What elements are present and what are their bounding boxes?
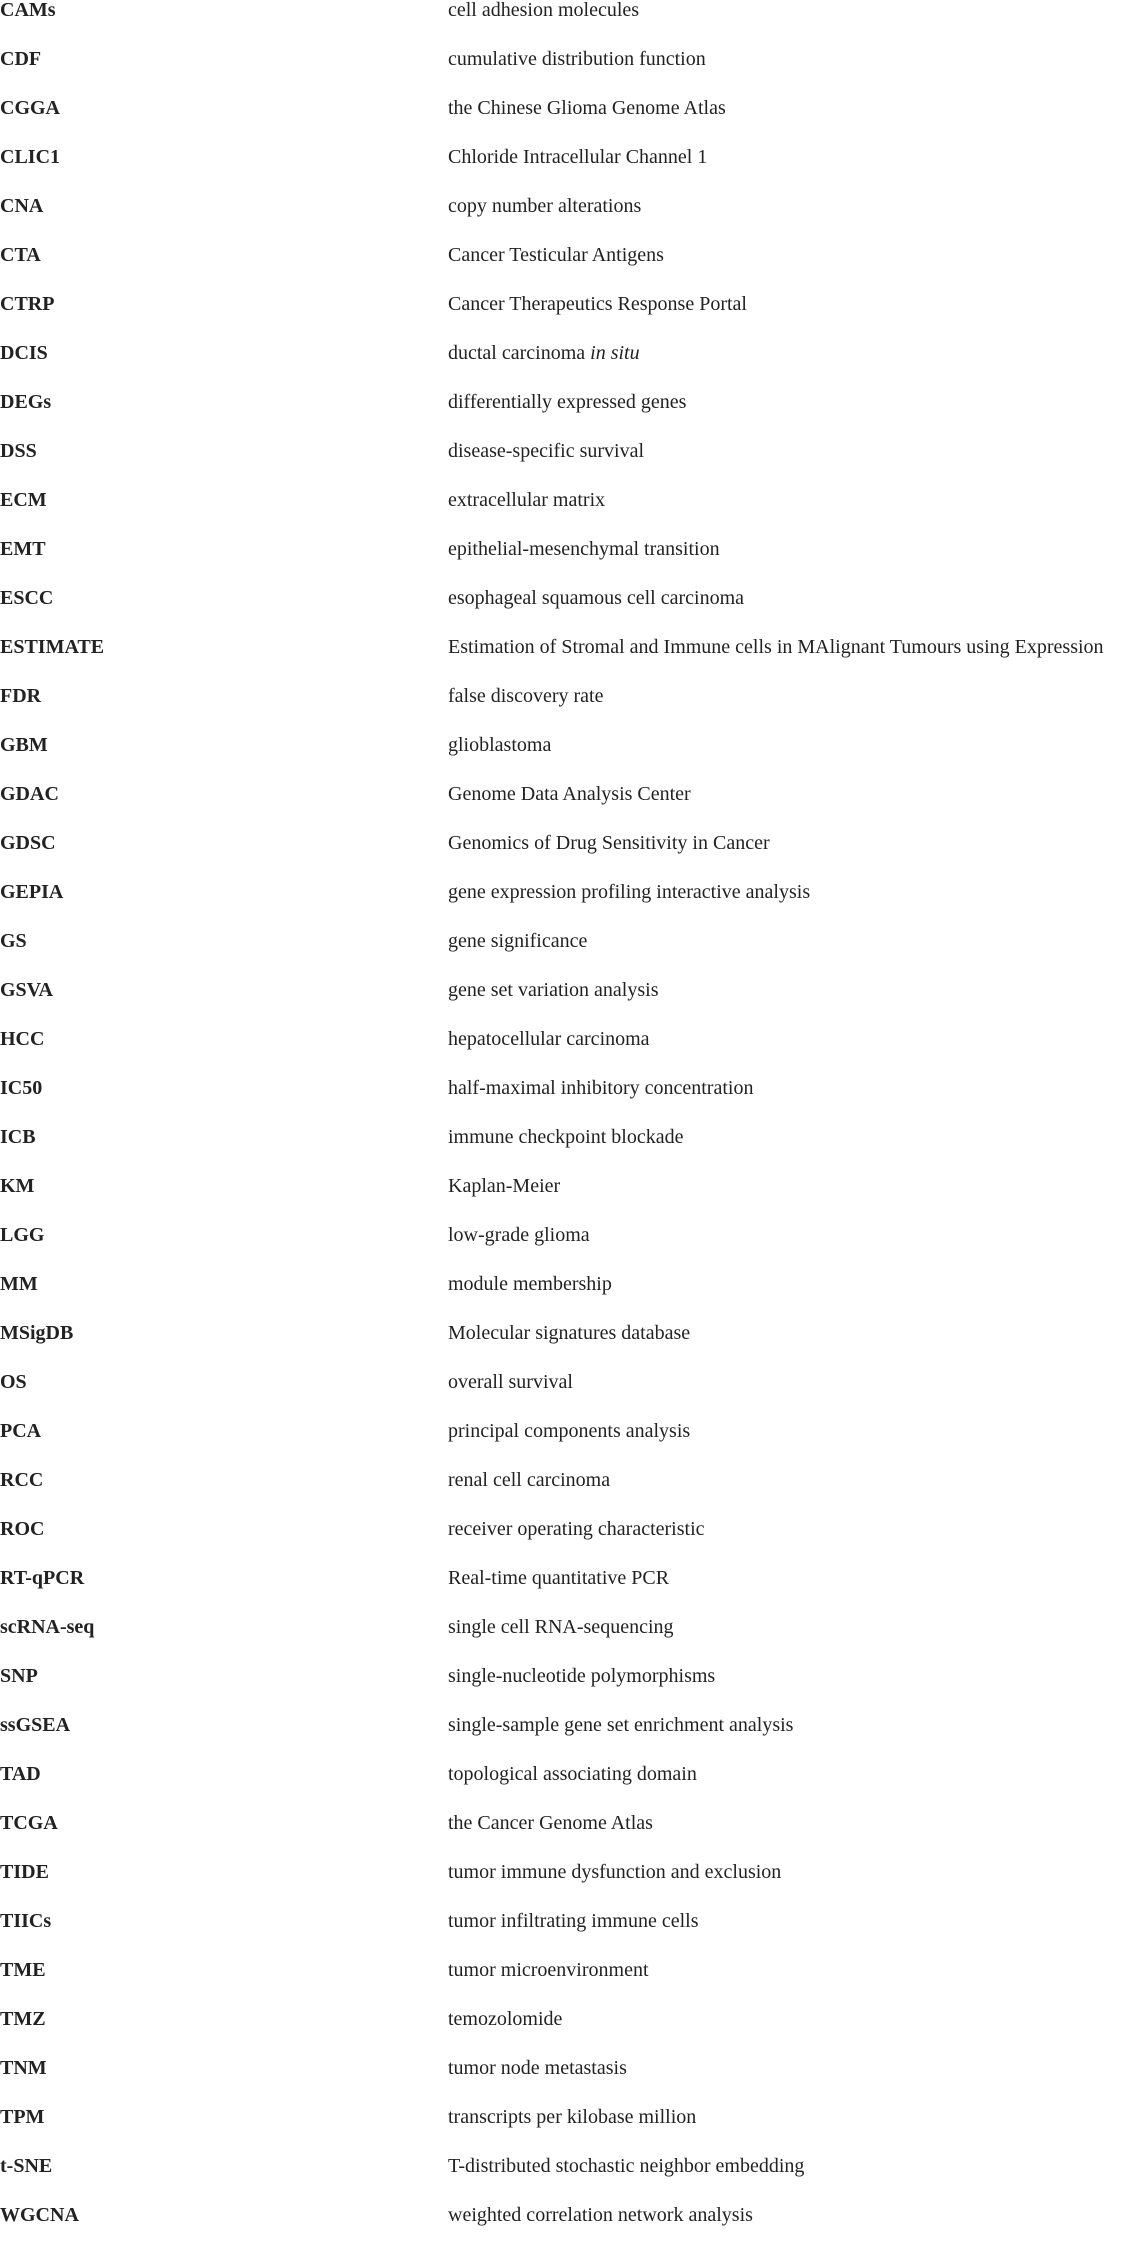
abbreviation-definition — [448, 1513, 1145, 1545]
abbreviation-row — [0, 2199, 1145, 2248]
abbreviation-term: PCA — [0, 1420, 42, 1442]
abbreviation-term: IC50 — [0, 1077, 43, 1099]
abbreviation-term: LGG — [0, 1224, 45, 1246]
abbreviation-term: DSS — [0, 440, 37, 462]
abbreviation-row — [0, 827, 1145, 876]
abbreviation-definition-text: module membership — [448, 1273, 612, 1295]
abbreviation-row — [0, 925, 1145, 974]
abbreviation-definition-text: tumor microenvironment — [448, 1959, 649, 1981]
abbreviation-definition — [448, 1807, 1145, 1839]
abbreviation-term: TIDE — [0, 1861, 49, 1883]
abbreviation-row — [0, 1121, 1145, 1170]
abbreviation-term: TIICs — [0, 1910, 52, 1932]
abbreviation-term: CTA — [0, 244, 41, 266]
abbreviation-definition — [448, 0, 1145, 26]
abbreviation-row — [0, 43, 1145, 92]
abbreviation-definition-text: hepatocellular carcinoma — [448, 1028, 650, 1050]
abbreviation-term: t-SNE — [0, 2155, 53, 2177]
abbreviation-row — [0, 2003, 1145, 2052]
abbreviation-term: SNP — [0, 1665, 38, 1687]
abbreviation-term: ssGSEA — [0, 1714, 71, 1736]
abbreviation-definition — [448, 386, 1145, 418]
abbreviation-row — [0, 876, 1145, 925]
abbreviation-row — [0, 141, 1145, 190]
abbreviation-definition-text: receiver operating characteristic — [448, 1518, 705, 1540]
abbreviation-term: GBM — [0, 734, 48, 756]
abbreviation-definition — [448, 2052, 1145, 2084]
abbreviation-row — [0, 1415, 1145, 1464]
abbreviation-term: MM — [0, 1273, 38, 1295]
abbreviation-term: EMT — [0, 538, 46, 560]
abbreviation-definition-text: Real-time quantitative PCR — [448, 1567, 670, 1589]
abbreviation-definition-text: Cancer Therapeutics Response Portal — [448, 293, 747, 315]
abbreviation-term: TNM — [0, 2057, 47, 2079]
abbreviation-term: GSVA — [0, 979, 53, 1001]
abbreviation-row — [0, 582, 1145, 631]
abbreviation-definition — [448, 729, 1145, 761]
abbreviation-row — [0, 1366, 1145, 1415]
abbreviation-definition-text: overall survival — [448, 1371, 573, 1393]
abbreviation-definition-text: Genome Data Analysis Center — [448, 783, 691, 805]
abbreviation-definition-text: topological associating domain — [448, 1763, 697, 1785]
abbreviation-definition — [448, 484, 1145, 516]
abbreviation-row — [0, 2052, 1145, 2101]
abbreviation-definition-text: tumor immune dysfunction and exclusion — [448, 1861, 782, 1883]
abbreviation-definition-text: transcripts per kilobase million — [448, 2106, 697, 2128]
abbreviation-definition — [448, 1905, 1145, 1937]
abbreviation-term: DCIS — [0, 342, 48, 364]
abbreviation-definition — [448, 1170, 1145, 1202]
abbreviation-definition-text: weighted correlation network analysis — [448, 2204, 753, 2226]
abbreviation-term: ESCC — [0, 587, 54, 609]
abbreviation-row — [0, 1562, 1145, 1611]
abbreviation-term: MSigDB — [0, 1322, 74, 1344]
abbreviation-definition — [448, 1611, 1145, 1643]
abbreviation-term: ICB — [0, 1126, 36, 1148]
abbreviation-definition — [448, 631, 1145, 663]
abbreviation-definition — [448, 827, 1145, 859]
abbreviation-definition-text: Estimation of Stromal and Immune cells in MAlignant Tumours using Expression — [448, 636, 1104, 658]
abbreviation-term: RCC — [0, 1469, 44, 1491]
abbreviation-definition-text: gene significance — [448, 930, 588, 952]
abbreviation-term: CGGA — [0, 97, 60, 119]
abbreviation-row — [0, 435, 1145, 484]
abbreviation-definition — [448, 1317, 1145, 1349]
abbreviation-definition — [448, 288, 1145, 320]
abbreviation-term: TCGA — [0, 1812, 58, 1834]
abbreviation-definition-text: principal components analysis — [448, 1420, 691, 1442]
abbreviation-row — [0, 1023, 1145, 1072]
abbreviation-row — [0, 1464, 1145, 1513]
abbreviation-row — [0, 1954, 1145, 2003]
abbreviation-definition-text: the Chinese Glioma Genome Atlas — [448, 97, 726, 119]
abbreviation-definition-italic: in situ — [590, 342, 640, 364]
abbreviation-definition-text: cumulative distribution function — [448, 48, 706, 70]
abbreviation-term: ROC — [0, 1518, 45, 1540]
abbreviation-row — [0, 484, 1145, 533]
abbreviation-row — [0, 386, 1145, 435]
abbreviation-definition-text: glioblastoma — [448, 734, 552, 756]
abbreviation-row — [0, 239, 1145, 288]
abbreviation-row — [0, 1170, 1145, 1219]
abbreviation-definition — [448, 1562, 1145, 1594]
abbreviation-term: GDSC — [0, 832, 56, 854]
abbreviation-term: GEPIA — [0, 881, 64, 903]
abbreviation-definition-text: Genomics of Drug Sensitivity in Cancer — [448, 832, 770, 854]
abbreviation-definition — [448, 1268, 1145, 1300]
abbreviation-definition — [448, 1023, 1145, 1055]
abbreviation-definition-text: renal cell carcinoma — [448, 1469, 611, 1491]
abbreviation-definition — [448, 1415, 1145, 1447]
abbreviation-definition — [448, 2003, 1145, 2035]
abbreviation-definition — [448, 43, 1145, 75]
abbreviation-definition-text: single-nucleotide polymorphisms — [448, 1665, 716, 1687]
abbreviation-definition-text: Cancer Testicular Antigens — [448, 244, 664, 266]
abbreviation-term: FDR — [0, 685, 42, 707]
abbreviation-definition — [448, 435, 1145, 467]
abbreviation-term: scRNA-seq — [0, 1616, 95, 1638]
abbreviation-row — [0, 974, 1145, 1023]
abbreviation-row — [0, 1611, 1145, 1660]
abbreviation-definition — [448, 582, 1145, 614]
abbreviation-definition — [448, 1464, 1145, 1496]
abbreviation-row — [0, 337, 1145, 386]
abbreviation-definition-text: half-maximal inhibitory concentration — [448, 1077, 754, 1099]
abbreviation-definition-text: false discovery rate — [448, 685, 604, 707]
abbreviation-term: TAD — [0, 1763, 41, 1785]
abbreviation-definition-text: Molecular signatures database — [448, 1322, 691, 1344]
abbreviation-row — [0, 92, 1145, 141]
abbreviation-term: ESTIMATE — [0, 636, 105, 658]
abbreviation-definition-text: single-sample gene set enrichment analysis — [448, 1714, 794, 1736]
abbreviation-definition-text: Kaplan-Meier — [448, 1175, 561, 1197]
abbreviation-definition-text: extracellular matrix — [448, 489, 606, 511]
abbreviation-definition — [448, 141, 1145, 173]
abbreviation-definition-text: tumor node metastasis — [448, 2057, 627, 2079]
abbreviation-definition — [448, 92, 1145, 124]
abbreviation-row — [0, 1709, 1145, 1758]
abbreviation-definition — [448, 2101, 1145, 2133]
abbreviation-definition — [448, 680, 1145, 712]
abbreviation-term: GDAC — [0, 783, 59, 805]
abbreviation-row — [0, 1856, 1145, 1905]
abbreviation-row — [0, 533, 1145, 582]
abbreviation-definition-text: Chloride Intracellular Channel 1 — [448, 146, 708, 168]
abbreviation-definition — [448, 1709, 1145, 1741]
abbreviation-term: WGCNA — [0, 2204, 79, 2226]
abbreviation-definition-text: copy number alterations — [448, 195, 642, 217]
abbreviation-definition — [448, 925, 1145, 957]
abbreviation-row — [0, 1317, 1145, 1366]
abbreviation-definition-text: gene set variation analysis — [448, 979, 659, 1001]
abbreviation-row — [0, 1513, 1145, 1562]
abbreviation-row — [0, 1219, 1145, 1268]
abbreviation-definition-text: disease-specific survival — [448, 440, 645, 462]
abbreviation-definition-text: low-grade glioma — [448, 1224, 590, 1246]
abbreviation-term: HCC — [0, 1028, 45, 1050]
abbreviation-term: CLIC1 — [0, 146, 61, 168]
abbreviation-definition-text: immune checkpoint blockade — [448, 1126, 684, 1148]
abbreviation-definition-text: ductal carcinoma — [448, 342, 591, 364]
abbreviation-row — [0, 190, 1145, 239]
abbreviation-definition — [448, 337, 1145, 369]
abbreviation-definition — [448, 1758, 1145, 1790]
abbreviation-term: CTRP — [0, 293, 55, 315]
abbreviation-row — [0, 1268, 1145, 1317]
abbreviation-definition-text: tumor infiltrating immune cells — [448, 1910, 699, 1932]
abbreviation-definition-text: temozolomide — [448, 2008, 563, 2030]
abbreviation-row — [0, 1807, 1145, 1856]
abbreviation-row — [0, 0, 1145, 43]
abbreviation-definition-text: cell adhesion molecules — [448, 0, 640, 21]
abbreviation-term: OS — [0, 1371, 27, 1393]
abbreviation-definition — [448, 2199, 1145, 2231]
abbreviation-row — [0, 680, 1145, 729]
abbreviation-definition — [448, 1121, 1145, 1153]
abbreviation-definition-text: gene expression profiling interactive analysis — [448, 881, 811, 903]
abbreviation-term: TME — [0, 1959, 46, 1981]
abbreviation-definition — [448, 1072, 1145, 1104]
abbreviation-row — [0, 778, 1145, 827]
abbreviation-definition — [448, 876, 1145, 908]
abbreviation-definition — [448, 1219, 1145, 1251]
abbreviation-term: CNA — [0, 195, 44, 217]
abbreviation-row — [0, 288, 1145, 337]
abbreviation-row — [0, 1905, 1145, 1954]
abbreviation-row — [0, 1072, 1145, 1121]
abbreviation-definition — [448, 239, 1145, 271]
abbreviation-definition — [448, 1856, 1145, 1888]
abbreviation-definition — [448, 1660, 1145, 1692]
abbreviation-definition-text: the Cancer Genome Atlas — [448, 1812, 653, 1834]
abbreviation-term: GS — [0, 930, 27, 952]
abbreviation-row — [0, 2101, 1145, 2150]
abbreviation-row — [0, 631, 1145, 680]
abbreviation-definition-text: single cell RNA-sequencing — [448, 1616, 674, 1638]
abbreviation-row — [0, 1758, 1145, 1807]
abbreviation-term: RT-qPCR — [0, 1567, 85, 1589]
abbreviation-row — [0, 729, 1145, 778]
abbreviation-term: CAMs — [0, 0, 56, 21]
abbreviation-term: TMZ — [0, 2008, 46, 2030]
abbreviation-definition — [448, 1954, 1145, 1986]
abbreviation-row — [0, 1660, 1145, 1709]
abbreviation-term: TPM — [0, 2106, 45, 2128]
abbreviation-term: ECM — [0, 489, 47, 511]
abbreviation-definition-text: epithelial-mesenchymal transition — [448, 538, 720, 560]
abbreviation-definition — [448, 974, 1145, 1006]
abbreviation-term: CDF — [0, 48, 42, 70]
abbreviation-definition — [448, 533, 1145, 565]
abbreviation-definition-text: T-distributed stochastic neighbor embedding — [448, 2155, 805, 2177]
abbreviation-definition — [448, 1366, 1145, 1398]
abbreviation-definition — [448, 190, 1145, 222]
abbreviation-definition-text: differentially expressed genes — [448, 391, 687, 413]
abbreviation-row — [0, 2150, 1145, 2199]
abbreviation-term: KM — [0, 1175, 35, 1197]
abbreviation-definition-text: esophageal squamous cell carcinoma — [448, 587, 744, 609]
abbreviation-term: DEGs — [0, 391, 52, 413]
abbreviation-definition — [448, 2150, 1145, 2182]
abbreviation-definition — [448, 778, 1145, 810]
